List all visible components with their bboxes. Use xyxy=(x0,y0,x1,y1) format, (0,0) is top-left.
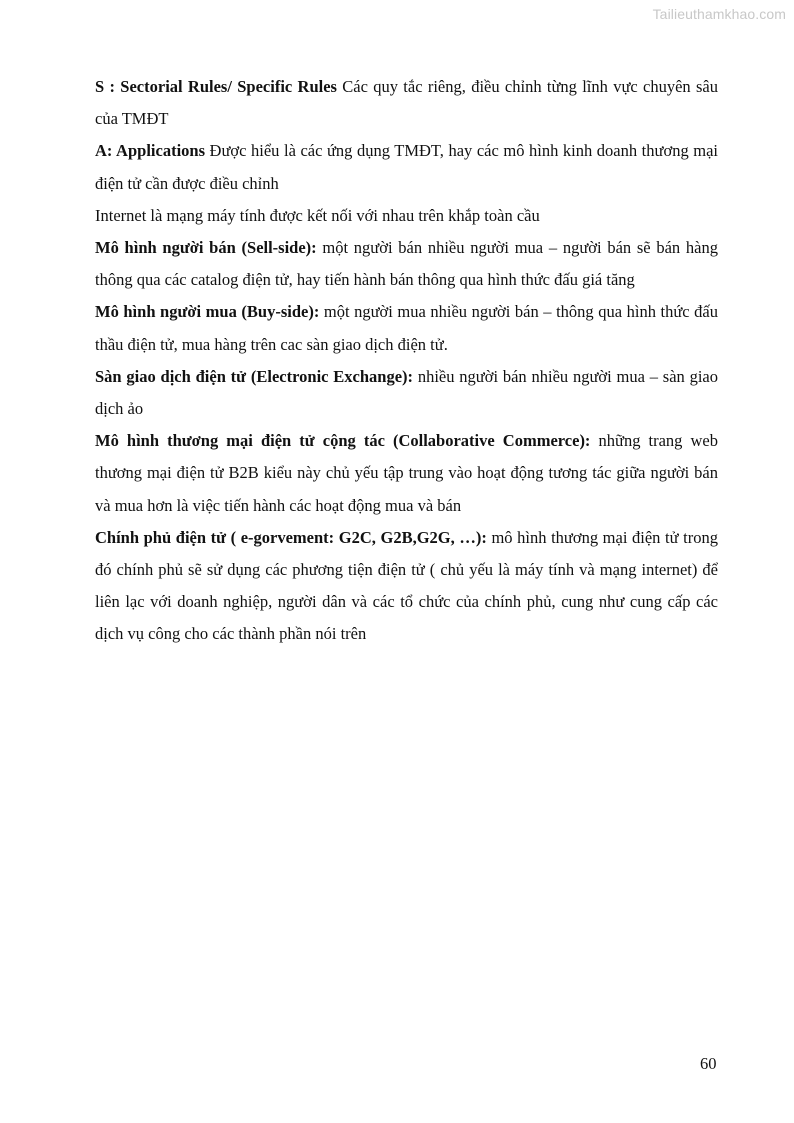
paragraph-sectorial-rules xyxy=(95,71,718,135)
watermark-text: Tailieuthamkhao.com xyxy=(652,6,786,22)
term-heading: Mô hình người bán (Sell-side): xyxy=(95,238,317,258)
term-definition: mô hình thương mại điện tử trong đó chính phủ sẽ sử dụng các phương tiện điện tử ( chủ yếu là máy tính và mạng internet) để liên lạc với doanh nghiệp, người dân và các tổ chức của chính phủ, cung như cung cấp các dịch vụ công cho các thành phần nói trên xyxy=(95,527,718,644)
term-definition: một người mua nhiều người bán – thông qua hình thức đấu thầu điện tử, mua hàng trên cac sàn giao dịch điện tử. xyxy=(95,302,718,354)
term-heading: Mô hình thương mại điện tử cộng tác (Collaborative Commerce): xyxy=(95,431,591,451)
paragraph-text: Internet là mạng máy tính được kết nối với nhau trên khắp toàn cầu xyxy=(95,205,540,225)
paragraph-sell-side xyxy=(95,232,718,296)
term-heading: S : Sectorial Rules/ Specific Rules xyxy=(95,77,337,96)
term-definition: một người bán nhiều người mua – người bán sẽ bán hàng thông qua các catalog điện tử, hay tiến hành bán thông qua hình thức đấu giá tăng xyxy=(95,238,718,290)
term-definition: nhiều người bán nhiều người mua – sàn giao dịch ảo xyxy=(95,366,718,419)
term-definition: những trang web thương mại điện tử B2B kiểu này chủ yếu tập trung vào hoạt động tương tác giữa người bán và mua hơn là việc tiến hành các hoạt động mua và bán xyxy=(95,431,718,515)
page-number: 60 xyxy=(700,1054,717,1073)
term-definition: Được hiểu là các ứng dụng TMĐT, hay các mô hình kinh doanh thương mại điện tử cần được điều chỉnh xyxy=(95,141,718,193)
term-heading: A: Applications xyxy=(95,141,205,161)
paragraph-applications xyxy=(95,135,718,199)
document-body xyxy=(95,71,718,651)
paragraph-buy-side xyxy=(95,296,718,360)
term-heading: Mô hình người mua (Buy-side): xyxy=(95,302,320,322)
paragraph-collaborative-commerce xyxy=(95,425,718,522)
paragraph-electronic-exchange xyxy=(95,361,718,425)
term-definition: Các quy tắc riêng, điều chỉnh từng lĩnh vực chuyên sâu của TMĐT xyxy=(95,77,718,129)
term-heading: Chính phủ điện tử ( e-gorvement: G2C, G2B,G2G, …): xyxy=(95,527,487,547)
paragraph-internet xyxy=(95,200,718,232)
term-heading: Sàn giao dịch điện tử (Electronic Exchange): xyxy=(95,366,414,386)
paragraph-e-government xyxy=(95,522,718,651)
